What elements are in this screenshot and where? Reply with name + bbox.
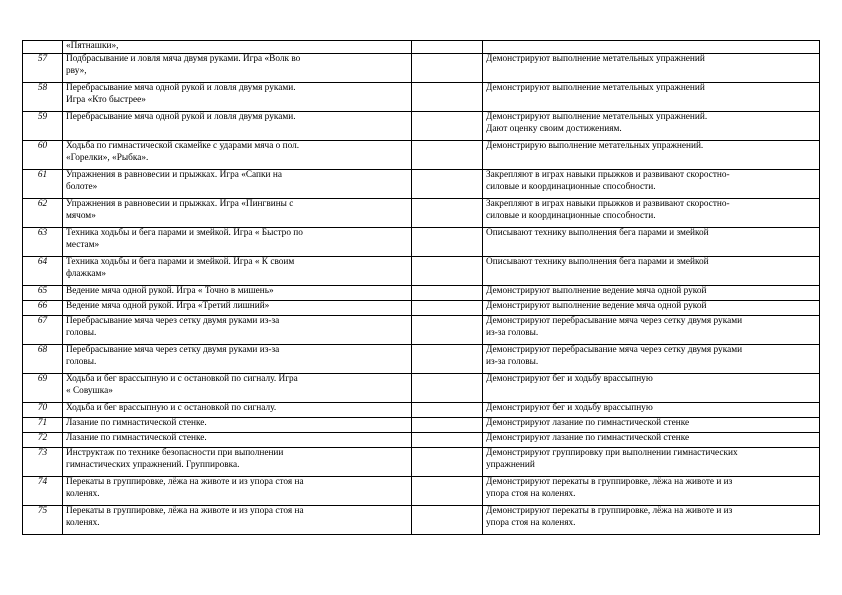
lesson-topic-line: гимнастических упражнений. Группировка. xyxy=(66,459,240,470)
lesson-topic-line: коленях. xyxy=(66,488,100,499)
student-activity xyxy=(483,286,820,301)
lesson-topic xyxy=(63,141,412,170)
empty-cell xyxy=(412,418,483,433)
table-row xyxy=(23,477,820,506)
student-activity-line: Демонстрируют выполнение метательных упражнений. xyxy=(486,112,708,122)
student-activity xyxy=(483,301,820,316)
student-activity xyxy=(483,433,820,448)
student-activity-line: Демонстрируют бег и ходьбу врассыпную xyxy=(486,403,653,413)
lesson-topic-line: Перекаты в группировке, лёжа на животе и из упора стоя на xyxy=(66,506,304,516)
lesson-topic-line: мячом» xyxy=(66,210,96,221)
lesson-topic xyxy=(63,199,412,228)
lesson-topic-line: головы. xyxy=(66,356,97,367)
student-activity-line: Демонстрирую выполнение метательных упражнений. xyxy=(486,141,704,151)
lesson-number xyxy=(23,41,63,54)
lesson-number: 68 xyxy=(23,345,63,374)
lesson-topic-line: флажкам» xyxy=(66,268,107,279)
student-activity xyxy=(483,403,820,418)
student-activity-line: Демонстрируют перебрасывание мяча через сетку двумя руками xyxy=(486,316,743,326)
lesson-topic xyxy=(63,286,412,301)
lesson-topic-line: Перебрасывание мяча одной рукой и ловля двумя руками. xyxy=(66,83,296,93)
lesson-topic xyxy=(63,83,412,112)
lesson-topic-line: Ходьба и бег врассыпную и с остановкой по сигналу. Игра xyxy=(66,374,298,384)
empty-cell xyxy=(412,286,483,301)
table-row xyxy=(23,301,820,316)
lesson-number: 63 xyxy=(23,228,63,257)
student-activity xyxy=(483,506,820,535)
student-activity-line: Демонстрируют перекаты в группировке, лёжа на животе и из xyxy=(486,506,733,516)
student-activity-line: Описывают технику выполнения бега парами и змейкой xyxy=(486,228,709,238)
table-row xyxy=(23,112,820,141)
table-row xyxy=(23,41,820,54)
lesson-topic-line: Подбрасывание и ловля мяча двумя руками. Игра «Волк во xyxy=(66,54,301,64)
student-activity xyxy=(483,316,820,345)
lesson-number: 62 xyxy=(23,199,63,228)
empty-cell xyxy=(412,448,483,477)
student-activity-line: силовые и координационные способности. xyxy=(486,181,656,192)
empty-cell xyxy=(412,403,483,418)
lesson-number: 70 xyxy=(23,403,63,418)
lesson-topic xyxy=(63,506,412,535)
student-activity xyxy=(483,112,820,141)
empty-cell xyxy=(412,54,483,83)
student-activity xyxy=(483,448,820,477)
student-activity-line: из-за головы. xyxy=(486,327,539,338)
empty-cell xyxy=(412,506,483,535)
student-activity xyxy=(483,418,820,433)
lesson-topic-line: Упражнения в равновесии и прыжках. Игра «Пингвины с xyxy=(66,199,294,209)
lesson-plan-table-body xyxy=(23,41,820,535)
student-activity-line: Демонстрируют перебрасывание мяча через сетку двумя руками xyxy=(486,345,743,355)
lesson-topic xyxy=(63,418,412,433)
student-activity-line: Демонстрируют выполнение метательных упражнений xyxy=(486,54,705,64)
lesson-topic-line: болоте» xyxy=(66,181,98,192)
lesson-topic xyxy=(63,448,412,477)
student-activity-line: упора стоя на коленях. xyxy=(486,517,576,528)
student-activity-line: Описывают технику выполнения бега парами и змейкой xyxy=(486,257,709,267)
lesson-topic xyxy=(63,433,412,448)
empty-cell xyxy=(412,228,483,257)
lesson-plan-table xyxy=(22,40,820,535)
lesson-number: 61 xyxy=(23,170,63,199)
student-activity-line: упора стоя на коленях. xyxy=(486,488,576,499)
lesson-topic-line: Лазание по гимнастической стенке. xyxy=(66,433,207,443)
student-activity-line: Демонстрируют выполнение ведение мяча одной рукой xyxy=(486,286,707,296)
lesson-topic-line: Перебрасывание мяча через сетку двумя руками из-за xyxy=(66,316,280,326)
student-activity-line: Дают оценку своим достижениям. xyxy=(486,123,622,134)
student-activity xyxy=(483,374,820,403)
lesson-topic-line: Лазание по гимнастической стенке. xyxy=(66,418,207,428)
lesson-topic-line: «Горелки», «Рыбка». xyxy=(66,152,149,163)
lesson-number: 58 xyxy=(23,83,63,112)
lesson-number: 67 xyxy=(23,316,63,345)
lesson-topic-line: « Совушка» xyxy=(66,385,113,396)
lesson-topic-line: Ведение мяча одной рукой. Игра « Точно в мишень» xyxy=(66,286,274,296)
table-row xyxy=(23,228,820,257)
student-activity-line: Демонстрируют выполнение метательных упражнений xyxy=(486,83,705,93)
lesson-topic xyxy=(63,228,412,257)
lesson-number: 60 xyxy=(23,141,63,170)
student-activity-line: упражнений xyxy=(486,459,535,470)
lesson-topic-line: рву», xyxy=(66,65,87,76)
lesson-topic-line: Ходьба по гимнастической скамейке с ударами мяча о пол. xyxy=(66,141,300,151)
lesson-number: 69 xyxy=(23,374,63,403)
table-row xyxy=(23,170,820,199)
student-activity xyxy=(483,199,820,228)
lesson-number: 74 xyxy=(23,477,63,506)
table-row xyxy=(23,257,820,286)
empty-cell xyxy=(412,257,483,286)
empty-cell xyxy=(412,316,483,345)
lesson-topic xyxy=(63,41,412,54)
table-row xyxy=(23,433,820,448)
empty-cell xyxy=(412,199,483,228)
lesson-topic-line: Перебрасывание мяча через сетку двумя руками из-за xyxy=(66,345,280,355)
student-activity-line: Демонстрируют бег и ходьбу врассыпную xyxy=(486,374,653,384)
student-activity xyxy=(483,41,820,54)
student-activity xyxy=(483,257,820,286)
lesson-number: 73 xyxy=(23,448,63,477)
lesson-number: 71 xyxy=(23,418,63,433)
lesson-topic xyxy=(63,54,412,83)
lesson-topic xyxy=(63,316,412,345)
table-row xyxy=(23,83,820,112)
table-row xyxy=(23,374,820,403)
table-row xyxy=(23,403,820,418)
empty-cell xyxy=(412,83,483,112)
lesson-topic-line: коленях. xyxy=(66,517,100,528)
lesson-number: 64 xyxy=(23,257,63,286)
lesson-topic xyxy=(63,477,412,506)
student-activity-line: из-за головы. xyxy=(486,356,539,367)
table-row xyxy=(23,448,820,477)
student-activity-line: Демонстрируют перекаты в группировке, лёжа на животе и из xyxy=(486,477,733,487)
lesson-topic xyxy=(63,112,412,141)
student-activity-line: силовые и координационные способности. xyxy=(486,210,656,221)
lesson-topic-line: Упражнения в равновесии и прыжках. Игра «Сапки на xyxy=(66,170,282,180)
student-activity-line: Демонстрируют лазание по гимнастической стенке xyxy=(486,433,690,443)
empty-cell xyxy=(412,433,483,448)
table-row xyxy=(23,345,820,374)
lesson-number: 75 xyxy=(23,506,63,535)
lesson-topic-line: Ведение мяча одной рукой. Игра «Третий лишний» xyxy=(66,301,270,311)
table-row xyxy=(23,506,820,535)
lesson-topic-line: Перебрасывание мяча одной рукой и ловля двумя руками. xyxy=(66,112,296,122)
student-activity-line: Демонстрируют лазание по гимнастической стенке xyxy=(486,418,690,428)
student-activity xyxy=(483,477,820,506)
lesson-number: 65 xyxy=(23,286,63,301)
student-activity xyxy=(483,228,820,257)
table-row xyxy=(23,199,820,228)
student-activity-line: Демонстрируют группировку при выполнении гимнастических xyxy=(486,448,738,458)
table-row xyxy=(23,286,820,301)
student-activity-line: Закрепляют в играх навыки прыжков и развивают скоростно- xyxy=(486,199,730,209)
empty-cell xyxy=(412,301,483,316)
lesson-number: 59 xyxy=(23,112,63,141)
empty-cell xyxy=(412,141,483,170)
lesson-topic-line: местам» xyxy=(66,239,100,250)
lesson-topic-line: Игра «Кто быстрее» xyxy=(66,94,146,105)
lesson-topic-line: «Пятнашки», xyxy=(66,41,119,51)
lesson-topic-line: головы. xyxy=(66,327,97,338)
lesson-topic-line: Перекаты в группировке, лёжа на животе и из упора стоя на xyxy=(66,477,304,487)
table-row xyxy=(23,316,820,345)
table-row xyxy=(23,141,820,170)
lesson-topic xyxy=(63,170,412,199)
student-activity xyxy=(483,54,820,83)
lesson-topic xyxy=(63,257,412,286)
student-activity xyxy=(483,141,820,170)
student-activity-line xyxy=(486,41,816,53)
student-activity-line: Демонстрируют выполнение ведение мяча одной рукой xyxy=(486,301,707,311)
lesson-topic xyxy=(63,374,412,403)
empty-cell xyxy=(412,345,483,374)
lesson-number: 72 xyxy=(23,433,63,448)
table-row xyxy=(23,418,820,433)
lesson-topic xyxy=(63,345,412,374)
lesson-topic-line: Техника ходьбы и бега парами и змейкой. Игра « К своим xyxy=(66,257,295,267)
student-activity xyxy=(483,170,820,199)
student-activity-line: Закрепляют в играх навыки прыжков и развивают скоростно- xyxy=(486,170,730,180)
lesson-topic xyxy=(63,403,412,418)
lesson-topic-line: Инструктаж по технике безопасности при выполнении xyxy=(66,448,284,458)
empty-cell xyxy=(412,41,483,54)
lesson-number: 66 xyxy=(23,301,63,316)
lesson-number: 57 xyxy=(23,54,63,83)
student-activity xyxy=(483,83,820,112)
lesson-topic-line: Техника ходьбы и бега парами и змейкой. Игра « Быстро по xyxy=(66,228,303,238)
student-activity xyxy=(483,345,820,374)
empty-cell xyxy=(412,170,483,199)
lesson-topic-line: Ходьба и бег врассыпную и с остановкой по сигналу. xyxy=(66,403,277,413)
lesson-topic xyxy=(63,301,412,316)
empty-cell xyxy=(412,112,483,141)
empty-cell xyxy=(412,374,483,403)
lesson-plan-table-container xyxy=(22,40,819,535)
table-row xyxy=(23,54,820,83)
empty-cell xyxy=(412,477,483,506)
